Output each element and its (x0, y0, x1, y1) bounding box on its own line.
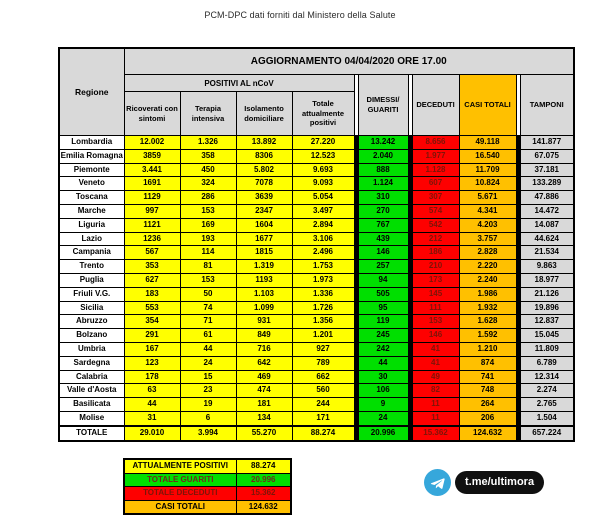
region-row (59, 191, 574, 205)
cell-tamponi: 18.977 (520, 273, 574, 287)
total-deceduti: 15.362 (412, 426, 459, 441)
cell-terapia: 50 (180, 287, 236, 301)
cell-casi-totali: 10.824 (459, 177, 516, 191)
cell-isolamento: 7078 (236, 177, 292, 191)
cell-ricoverati: 31 (124, 411, 180, 425)
region-name: Sardegna (59, 356, 124, 370)
cell-guariti: 146 (358, 246, 408, 260)
cell-ricoverati: 44 (124, 398, 180, 412)
region-name: Liguria (59, 218, 124, 232)
cell-isolamento: 3639 (236, 191, 292, 205)
cell-casi-totali: 741 (459, 370, 516, 384)
cell-ricoverati: 354 (124, 315, 180, 329)
region-row (59, 218, 574, 232)
total-casi-totali: 124.632 (459, 426, 516, 441)
cell-isolamento: 2347 (236, 204, 292, 218)
cell-tamponi: 15.045 (520, 329, 574, 343)
cell-ricoverati: 167 (124, 342, 180, 356)
cell-terapia: 450 (180, 163, 236, 177)
cell-tamponi: 14.087 (520, 218, 574, 232)
cell-terapia: 358 (180, 149, 236, 163)
cell-tamponi: 47.886 (520, 191, 574, 205)
cell-casi-totali: 1.628 (459, 315, 516, 329)
cell-tamponi: 141.877 (520, 136, 574, 150)
cell-totale-positivi: 1.753 (292, 260, 354, 274)
cell-guariti: 257 (358, 260, 408, 274)
cell-casi-totali: 3.757 (459, 232, 516, 246)
cell-ricoverati: 553 (124, 301, 180, 315)
cell-ricoverati: 3859 (124, 149, 180, 163)
cell-isolamento: 5.802 (236, 163, 292, 177)
cell-guariti: 242 (358, 342, 408, 356)
region-name: Calabria (59, 370, 124, 384)
region-row (59, 370, 574, 384)
region-name: Valle d'Aosta (59, 384, 124, 398)
telegram-icon[interactable] (424, 469, 451, 496)
region-row (59, 204, 574, 218)
col-header-ricoverati: Ricoverati con sintomi (124, 92, 180, 136)
cell-tamponi: 1.504 (520, 411, 574, 425)
cell-terapia: 193 (180, 232, 236, 246)
region-row (59, 260, 574, 274)
cell-totale-positivi: 1.726 (292, 301, 354, 315)
cell-guariti: 270 (358, 204, 408, 218)
region-row (59, 301, 574, 315)
summary-table (123, 458, 292, 515)
cell-totale-positivi: 1.973 (292, 273, 354, 287)
region-row (59, 356, 574, 370)
cell-ricoverati: 627 (124, 273, 180, 287)
covid-regions-table (58, 47, 575, 442)
cell-guariti: 767 (358, 218, 408, 232)
cell-deceduti: 542 (412, 218, 459, 232)
region-name: Piemonte (59, 163, 124, 177)
cell-deceduti: 41 (412, 356, 459, 370)
telegram-handle[interactable]: t.me/ultimora (455, 471, 544, 494)
cell-casi-totali: 748 (459, 384, 516, 398)
col-header-totale-positivi: Totale attualmente positivi (292, 92, 354, 136)
cell-deceduti: 1.977 (412, 149, 459, 163)
cell-guariti: 13.242 (358, 136, 408, 150)
cell-tamponi: 6.789 (520, 356, 574, 370)
cell-ricoverati: 123 (124, 356, 180, 370)
total-row (59, 426, 574, 441)
cell-tamponi: 44.624 (520, 232, 574, 246)
region-name: Campania (59, 246, 124, 260)
cell-ricoverati: 353 (124, 260, 180, 274)
cell-terapia: 23 (180, 384, 236, 398)
cell-casi-totali: 2.828 (459, 246, 516, 260)
cell-ricoverati: 1129 (124, 191, 180, 205)
region-name: Umbria (59, 342, 124, 356)
cell-terapia: 19 (180, 398, 236, 412)
cell-tamponi: 12.314 (520, 370, 574, 384)
cell-guariti: 245 (358, 329, 408, 343)
cell-ricoverati: 1121 (124, 218, 180, 232)
cell-terapia: 15 (180, 370, 236, 384)
cell-terapia: 169 (180, 218, 236, 232)
cell-totale-positivi: 927 (292, 342, 354, 356)
cell-deceduti: 146 (412, 329, 459, 343)
cell-deceduti: 607 (412, 177, 459, 191)
total-tamponi: 657.224 (520, 426, 574, 441)
cell-terapia: 286 (180, 191, 236, 205)
region-name: Lazio (59, 232, 124, 246)
cell-guariti: 2.040 (358, 149, 408, 163)
region-name: Trento (59, 260, 124, 274)
cell-casi-totali: 1.210 (459, 342, 516, 356)
cell-guariti: 94 (358, 273, 408, 287)
region-name: Puglia (59, 273, 124, 287)
cell-terapia: 114 (180, 246, 236, 260)
region-column-header: Regione (59, 48, 124, 136)
cell-isolamento: 1.103 (236, 287, 292, 301)
cell-totale-positivi: 662 (292, 370, 354, 384)
region-name: Basilicata (59, 398, 124, 412)
cell-ricoverati: 567 (124, 246, 180, 260)
cell-deceduti: 8.656 (412, 136, 459, 150)
telegram-badge[interactable] (424, 469, 544, 496)
cell-totale-positivi: 9.693 (292, 163, 354, 177)
cell-tamponi: 21.534 (520, 246, 574, 260)
cell-guariti: 310 (358, 191, 408, 205)
cell-casi-totali: 264 (459, 398, 516, 412)
region-row (59, 232, 574, 246)
cell-casi-totali: 4.341 (459, 204, 516, 218)
cell-guariti: 9 (358, 398, 408, 412)
cell-totale-positivi: 1.201 (292, 329, 354, 343)
cell-guariti: 24 (358, 411, 408, 425)
region-name: Bolzano (59, 329, 124, 343)
region-row (59, 411, 574, 425)
cell-casi-totali: 4.203 (459, 218, 516, 232)
cell-totale-positivi: 5.054 (292, 191, 354, 205)
total-guariti: 20.996 (358, 426, 408, 441)
cell-tamponi: 11.809 (520, 342, 574, 356)
cell-deceduti: 49 (412, 370, 459, 384)
cell-casi-totali: 11.709 (459, 163, 516, 177)
cell-totale-positivi: 2.894 (292, 218, 354, 232)
region-row (59, 177, 574, 191)
region-name: Abruzzo (59, 315, 124, 329)
cell-deceduti: 212 (412, 232, 459, 246)
region-row (59, 384, 574, 398)
region-name: Molise (59, 411, 124, 425)
cell-totale-positivi: 244 (292, 398, 354, 412)
region-row (59, 342, 574, 356)
cell-guariti: 119 (358, 315, 408, 329)
cell-terapia: 24 (180, 356, 236, 370)
update-header: AGGIORNAMENTO 04/04/2020 ORE 17.00 (124, 48, 574, 75)
cell-deceduti: 1.128 (412, 163, 459, 177)
cell-terapia: 153 (180, 204, 236, 218)
summary-value: 15.362 (236, 487, 291, 501)
cell-totale-positivi: 3.497 (292, 204, 354, 218)
cell-tamponi: 67.075 (520, 149, 574, 163)
region-name: Marche (59, 204, 124, 218)
cell-guariti: 1.124 (358, 177, 408, 191)
cell-tamponi: 2.765 (520, 398, 574, 412)
cell-totale-positivi: 2.496 (292, 246, 354, 260)
region-name: Sicilia (59, 301, 124, 315)
summary-label: TOTALE DECEDUTI (124, 487, 236, 501)
cell-totale-positivi: 1.356 (292, 315, 354, 329)
total-ricoverati: 29.010 (124, 426, 180, 441)
cell-terapia: 81 (180, 260, 236, 274)
col-header-casi-totali: CASI TOTALI (459, 75, 516, 136)
cell-isolamento: 1815 (236, 246, 292, 260)
cell-terapia: 74 (180, 301, 236, 315)
region-row (59, 136, 574, 150)
summary-row (124, 459, 291, 473)
region-row (59, 273, 574, 287)
cell-ricoverati: 3.441 (124, 163, 180, 177)
cell-guariti: 505 (358, 287, 408, 301)
cell-deceduti: 41 (412, 342, 459, 356)
col-header-deceduti: DECEDUTI (412, 75, 459, 136)
cell-tamponi: 19.896 (520, 301, 574, 315)
col-header-tamponi: TAMPONI (520, 75, 574, 136)
cell-isolamento: 474 (236, 384, 292, 398)
summary-row (124, 500, 291, 514)
cell-isolamento: 181 (236, 398, 292, 412)
cell-totale-positivi: 12.523 (292, 149, 354, 163)
region-row (59, 398, 574, 412)
region-name: Friuli V.G. (59, 287, 124, 301)
cell-casi-totali: 1.986 (459, 287, 516, 301)
cell-deceduti: 186 (412, 246, 459, 260)
cell-guariti: 439 (358, 232, 408, 246)
cell-isolamento: 1.099 (236, 301, 292, 315)
cell-casi-totali: 206 (459, 411, 516, 425)
cell-totale-positivi: 789 (292, 356, 354, 370)
cell-tamponi: 21.126 (520, 287, 574, 301)
cell-tamponi: 9.863 (520, 260, 574, 274)
cell-guariti: 30 (358, 370, 408, 384)
cell-terapia: 61 (180, 329, 236, 343)
cell-isolamento: 1.319 (236, 260, 292, 274)
summary-row (124, 487, 291, 501)
cell-deceduti: 307 (412, 191, 459, 205)
positivi-group-header: POSITIVI AL nCoV (124, 75, 354, 92)
region-row (59, 246, 574, 260)
cell-deceduti: 210 (412, 260, 459, 274)
total-terapia: 3.994 (180, 426, 236, 441)
cell-tamponi: 133.289 (520, 177, 574, 191)
cell-guariti: 44 (358, 356, 408, 370)
cell-totale-positivi: 560 (292, 384, 354, 398)
summary-value: 20.996 (236, 473, 291, 487)
cell-isolamento: 849 (236, 329, 292, 343)
cell-ricoverati: 1691 (124, 177, 180, 191)
cell-casi-totali: 5.671 (459, 191, 516, 205)
cell-isolamento: 13.892 (236, 136, 292, 150)
cell-terapia: 1.326 (180, 136, 236, 150)
cell-casi-totali: 16.540 (459, 149, 516, 163)
cell-ricoverati: 12.002 (124, 136, 180, 150)
cell-totale-positivi: 3.106 (292, 232, 354, 246)
page-title: PCM-DPC dati forniti dal Ministero della Salute (204, 10, 396, 20)
cell-tamponi: 14.472 (520, 204, 574, 218)
col-header-isolamento: Isolamento domiciliare (236, 92, 292, 136)
cell-guariti: 95 (358, 301, 408, 315)
total-isolamento: 55.270 (236, 426, 292, 441)
summary-label: CASI TOTALI (124, 500, 236, 514)
region-row (59, 315, 574, 329)
cell-ricoverati: 997 (124, 204, 180, 218)
cell-deceduti: 173 (412, 273, 459, 287)
cell-totale-positivi: 27.220 (292, 136, 354, 150)
summary-row (124, 473, 291, 487)
cell-terapia: 324 (180, 177, 236, 191)
summary-label: TOTALE GUARITI (124, 473, 236, 487)
region-name: Veneto (59, 177, 124, 191)
cell-deceduti: 11 (412, 411, 459, 425)
cell-casi-totali: 2.240 (459, 273, 516, 287)
region-name: Lombardia (59, 136, 124, 150)
region-name: Emilia Romagna (59, 149, 124, 163)
cell-ricoverati: 1236 (124, 232, 180, 246)
cell-isolamento: 8306 (236, 149, 292, 163)
cell-isolamento: 642 (236, 356, 292, 370)
summary-value: 88.274 (236, 459, 291, 473)
cell-ricoverati: 183 (124, 287, 180, 301)
cell-totale-positivi: 171 (292, 411, 354, 425)
cell-terapia: 71 (180, 315, 236, 329)
cell-casi-totali: 1.592 (459, 329, 516, 343)
region-row (59, 329, 574, 343)
total-label: TOTALE (59, 426, 124, 441)
cell-deceduti: 11 (412, 398, 459, 412)
cell-isolamento: 716 (236, 342, 292, 356)
region-row (59, 149, 574, 163)
cell-tamponi: 2.274 (520, 384, 574, 398)
cell-casi-totali: 1.932 (459, 301, 516, 315)
cell-deceduti: 111 (412, 301, 459, 315)
region-name: Toscana (59, 191, 124, 205)
cell-deceduti: 574 (412, 204, 459, 218)
col-header-guariti: DIMESSI/ GUARITI (358, 75, 408, 136)
cell-tamponi: 37.181 (520, 163, 574, 177)
cell-deceduti: 145 (412, 287, 459, 301)
cell-ricoverati: 178 (124, 370, 180, 384)
total-totale-positivi: 88.274 (292, 426, 354, 441)
cell-terapia: 44 (180, 342, 236, 356)
cell-tamponi: 12.837 (520, 315, 574, 329)
cell-casi-totali: 49.118 (459, 136, 516, 150)
cell-deceduti: 153 (412, 315, 459, 329)
col-header-terapia: Terapia intensiva (180, 92, 236, 136)
cell-isolamento: 1677 (236, 232, 292, 246)
cell-casi-totali: 874 (459, 356, 516, 370)
cell-isolamento: 931 (236, 315, 292, 329)
cell-guariti: 106 (358, 384, 408, 398)
summary-value: 124.632 (236, 500, 291, 514)
cell-deceduti: 82 (412, 384, 459, 398)
cell-isolamento: 134 (236, 411, 292, 425)
cell-isolamento: 1193 (236, 273, 292, 287)
region-row (59, 163, 574, 177)
cell-isolamento: 1604 (236, 218, 292, 232)
cell-totale-positivi: 1.336 (292, 287, 354, 301)
cell-totale-positivi: 9.093 (292, 177, 354, 191)
cell-guariti: 888 (358, 163, 408, 177)
cell-casi-totali: 2.220 (459, 260, 516, 274)
region-row (59, 287, 574, 301)
cell-terapia: 153 (180, 273, 236, 287)
cell-ricoverati: 63 (124, 384, 180, 398)
cell-isolamento: 469 (236, 370, 292, 384)
cell-ricoverati: 291 (124, 329, 180, 343)
cell-terapia: 6 (180, 411, 236, 425)
summary-label: ATTUALMENTE POSITIVI (124, 459, 236, 473)
